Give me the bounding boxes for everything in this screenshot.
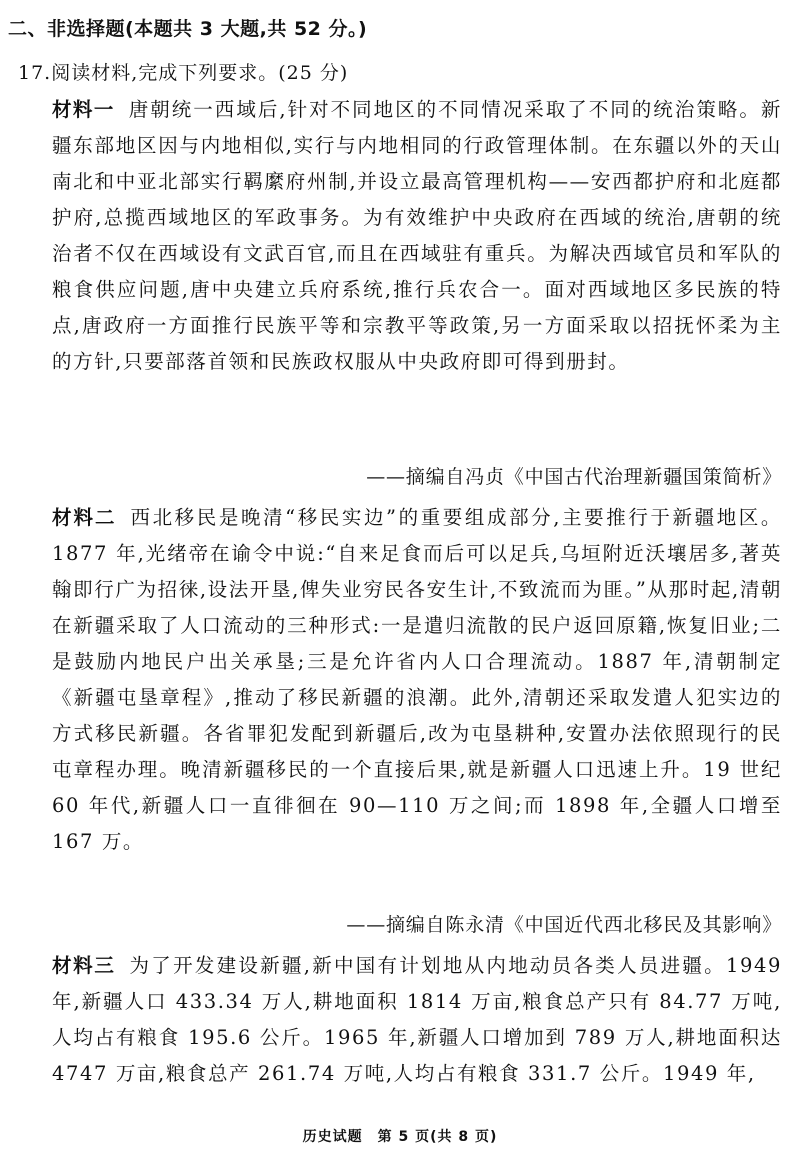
material-3-label: 材料三	[52, 954, 116, 977]
material-2-text: 西北移民是晚清“移民实边”的重要组成部分,主要推行于新疆地区。1877 年,光绪帝在谕令中说:“自来足食而后可以足兵,乌垣附近沃壤居多,著英翰即行广为招徕,设法开垦,俾失业穷民各安生计,不致流而为匪。”从那时起,清朝在新疆采取了人口流动的三种形式:一是遣归流散的民户返回原籍,恢复旧业;二是鼓励内地民户出关承垦;三是允许省内人口合理流动。1887 年,清朝制定《新疆屯垦章程》,推动了移民新疆的浪潮。此外,清朝还采取发遣人犯实边的方式移民新疆。各省罪犯发配到新疆后,改为屯垦耕种,安置办法依照现行的民屯章程办理。晚清新疆移民的一个直接后果,就是新疆人口迅速上升。19 世纪 60 年代,新疆人口一直徘徊在 90—110 万之间;而 1898 年,全疆人口增至 167 万。	[52, 506, 782, 853]
material-3-text: 为了开发建设新疆,新中国有计划地从内地动员各类人员进疆。1949 年,新疆人口 433.34 万人,耕地面积 1814 万亩,粮食总产只有 84.77 万吨,人均占有粮食 195.6 公斤。1965 年,新疆人口增加到 789 万人,耕地面积达 4747 万亩,粮食总产 261.74 万吨,人均占有粮食 331.7 公斤。1949 年,	[52, 954, 782, 1085]
section-heading: 二、非选择题(本题共 3 大题,共 52 分。)	[8, 18, 368, 40]
page-footer: 历史试题 第 5 页(共 8 页)	[302, 1129, 498, 1145]
material-2-label: 材料二	[52, 506, 117, 529]
material-2-paragraph	[52, 500, 782, 860]
material-2-source: ——摘编自陈永清《中国近代西北移民及其影响》	[346, 914, 782, 936]
material-1-label: 材料一	[52, 98, 115, 121]
material-1-text: 唐朝统一西域后,针对不同地区的不同情况采取了不同的统治策略。新疆东部地区因与内地相似,实行与内地相同的行政管理体制。在东疆以外的天山南北和中亚北部实行羁縻府州制,并设立最高管理机构——安西都护府和北庭都护府,总揽西域地区的军政事务。为有效维护中央政府在西域的统治,唐朝的统治者不仅在西域设有文武百官,而且在西域驻有重兵。为解决西域官员和军队的粮食供应问题,唐中央建立兵府系统,推行兵农合一。面对西域地区多民族的特点,唐政府一方面推行民族平等和宗教平等政策,另一方面采取以招抚怀柔为主的方针,只要部落首领和民族政权服从中央政府即可得到册封。	[52, 98, 782, 373]
material-3-paragraph	[52, 948, 782, 1092]
material-1-source: ——摘编自冯贞《中国古代治理新疆国策简析》	[366, 466, 782, 488]
material-1-paragraph	[52, 92, 782, 380]
question-heading: 17.阅读材料,完成下列要求。(25 分)	[18, 62, 349, 84]
